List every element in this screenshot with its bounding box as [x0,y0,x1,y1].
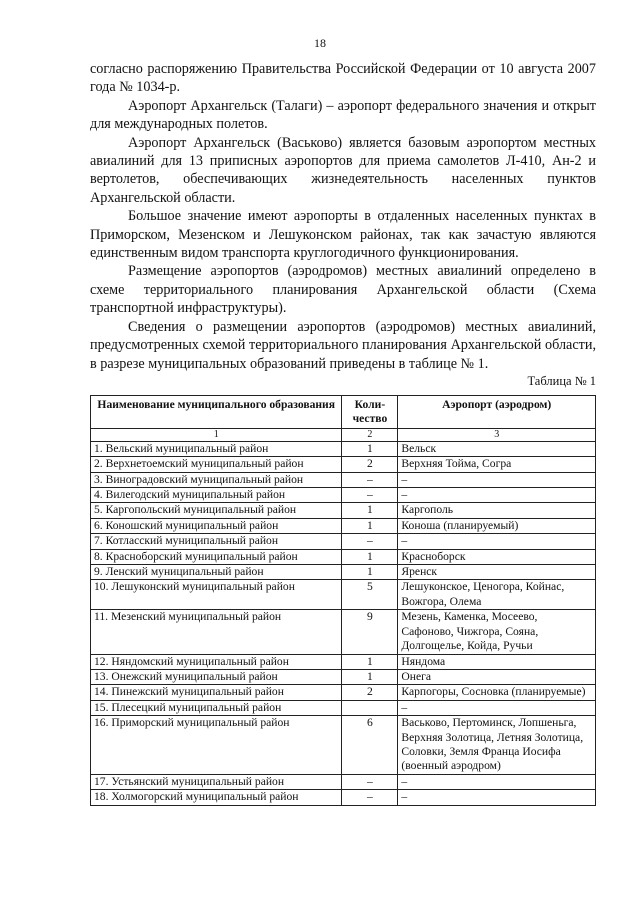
table-row [91,790,596,805]
municipality-cell: 18. Холмогорский муниципальный район [91,790,342,805]
table-row [91,774,596,789]
airport-cell: – [398,488,596,503]
airport-cell: Мезень, Каменка, Мосеево, Сафоново, Чижгора, Сояна, Долгощелье, Койда, Ручьи [398,610,596,654]
airport-cell: Васьково, Пертоминск, Лопшеньга, Верхняя Золотица, Летняя Золотица, Соловки, Земля Франца Иосифа (военный аэродром) [398,716,596,775]
airport-cell: – [398,774,596,789]
municipality-cell: 15. Плесецкий муниципальный район [91,700,342,715]
airport-cell: – [398,472,596,487]
paragraph: согласно распоряжению Правительства Российской Федерации от 10 августа 2007 года № 1034-р. [90,61,596,96]
count-cell: 1 [342,518,398,533]
municipality-cell: 14. Пинежский муниципальный район [91,685,342,700]
table-row [91,488,596,503]
municipality-cell: 12. Няндомский муниципальный район [91,654,342,669]
count-cell: 1 [342,565,398,580]
municipality-cell: 7. Котласский муниципальный район [91,534,342,549]
table-row [91,669,596,684]
municipality-cell: 3. Виноградовский муниципальный район [91,472,342,487]
count-cell: 1 [342,441,398,456]
airport-cell: Карпогоры, Сосновка (планируемые) [398,685,596,700]
count-cell: 1 [342,503,398,518]
airport-cell: Каргополь [398,503,596,518]
column-number: 1 [91,428,342,441]
table-row [91,534,596,549]
column-number: 3 [398,428,596,441]
header-airport: Аэропорт (аэродром) [398,396,596,429]
column-number: 2 [342,428,398,441]
paragraph: Размещение аэропортов (аэродромов) местных авиалиний определено в схеме территориального планирования Архангельской области (Схема транспортной инфраструктуры). [90,263,596,317]
table-row [91,472,596,487]
page-number: 18 [314,36,326,50]
airport-cell: – [398,700,596,715]
municipality-cell: 13. Онежский муниципальный район [91,669,342,684]
count-cell: – [342,534,398,549]
table-row [91,549,596,564]
count-cell: – [342,790,398,805]
header-municipality: Наименование муниципального образования [91,396,342,429]
table-caption: Таблица № 1 [527,374,596,388]
municipality-cell: 9. Ленский муниципальный район [91,565,342,580]
count-cell: – [342,472,398,487]
table-row [91,654,596,669]
count-cell: 6 [342,716,398,775]
paragraph: Аэропорт Архангельск (Талаги) – аэропорт федерального значения и открыт для международных полетов. [90,97,596,133]
count-cell: 9 [342,610,398,654]
table-row [91,565,596,580]
airport-cell: – [398,534,596,549]
municipality-cell: 5. Каргопольский муниципальный район [91,503,342,518]
table-row [91,685,596,700]
count-cell: – [342,488,398,503]
count-cell: 2 [342,457,398,472]
airport-cell: Вельск [398,441,596,456]
count-cell: 1 [342,654,398,669]
municipality-cell: 2. Верхнетоемский муниципальный район [91,457,342,472]
column-number-row [91,428,596,441]
count-cell: 5 [342,580,398,610]
municipality-cell: 6. Коношский муниципальный район [91,518,342,533]
table-row [91,518,596,533]
count-cell: 1 [342,669,398,684]
table-row [91,457,596,472]
municipality-cell: 10. Лешуконский муниципальный район [91,580,342,610]
header-count: Коли-чество [342,396,398,429]
municipality-cell: 17. Устьянский муниципальный район [91,774,342,789]
airports-table [90,395,596,806]
paragraph: Большое значение имеют аэропорты в отдаленных населенных пунктах в Приморском, Мезенском и Лешуконском районах, так как зачастую являются единственным видом транспорта круглогодичного функционирования. [90,208,596,262]
airport-cell: Онега [398,669,596,684]
paragraph: Аэропорт Архангельск (Васьково) является базовым аэропортом местных авиалиний для 13 приписных аэропортов для приема самолетов Л-410, Ан-2 и вертолетов, обеспечивающих жизнедеятельность населенных пунктов Архангельской области. [90,134,596,206]
table-row [91,700,596,715]
count-cell: – [342,774,398,789]
airport-cell: Яренск [398,565,596,580]
airport-cell: – [398,790,596,805]
table-row [91,503,596,518]
airport-cell: Коноша (планируемый) [398,518,596,533]
table-row [91,716,596,775]
municipality-cell: 1. Вельский муниципальный район [91,441,342,456]
count-cell: 1 [342,549,398,564]
count-cell: 2 [342,685,398,700]
table-header-row [91,396,596,429]
municipality-cell: 8. Красноборский муниципальный район [91,549,342,564]
airport-cell: Верхняя Тойма, Согра [398,457,596,472]
airport-cell: Лешуконское, Ценогора, Койнас, Вожгора, Олема [398,580,596,610]
table-row [91,441,596,456]
municipality-cell: 4. Вилегодский муниципальный район [91,488,342,503]
airport-cell: Няндома [398,654,596,669]
count-cell [342,700,398,715]
airport-cell: Красноборск [398,549,596,564]
municipality-cell: 16. Приморский муниципальный район [91,716,342,775]
paragraph: Сведения о размещении аэропортов (аэродромов) местных авиалиний, предусмотренных схемой территориального планирования Архангельской области, в разрезе муниципальных образований приведены в таблице № 1. [90,318,596,372]
body-text [90,60,596,373]
table-row [91,580,596,610]
municipality-cell: 11. Мезенский муниципальный район [91,610,342,654]
table-row [91,610,596,654]
